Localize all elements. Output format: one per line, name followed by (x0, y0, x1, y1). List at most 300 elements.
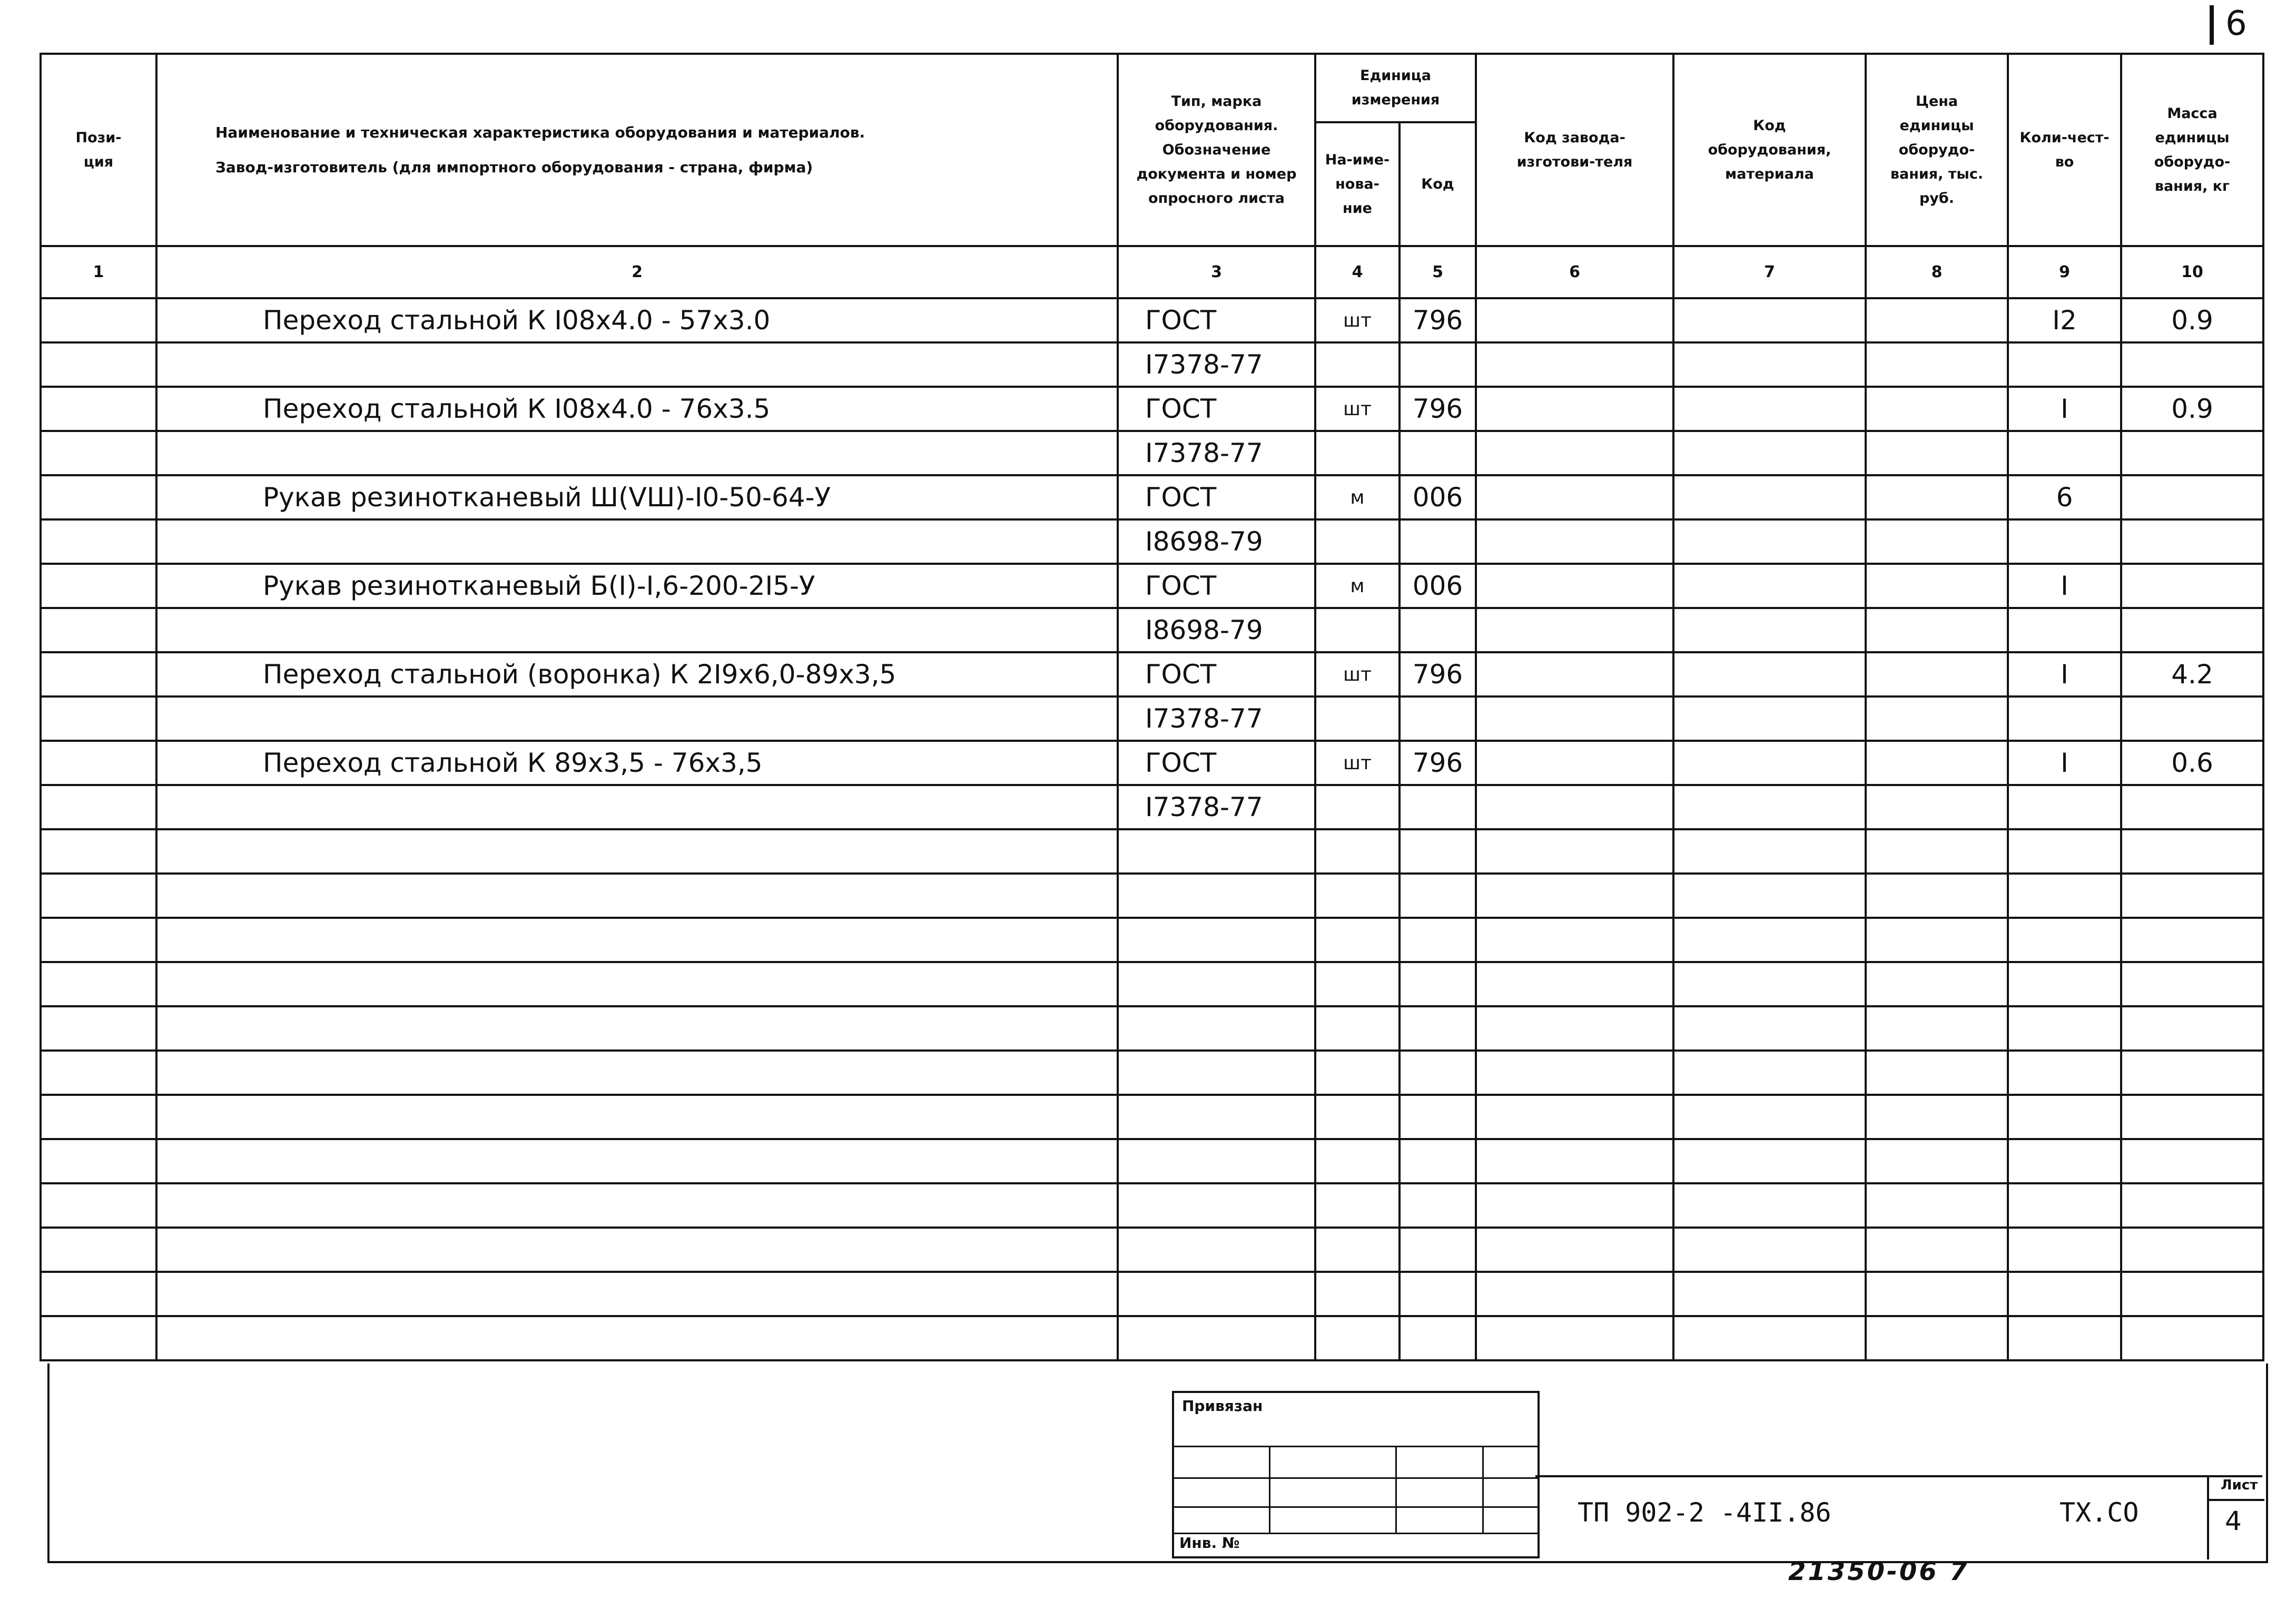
empty-row (41, 918, 2263, 962)
cell-empty (41, 918, 156, 962)
header-position: Пози- ция (41, 54, 156, 246)
specification-body (41, 298, 2263, 1360)
cell-code (1400, 431, 1476, 475)
stamp-inv-no: Инв. № (1179, 1534, 1240, 1552)
cell-doc: ГОСТ (1118, 741, 1315, 785)
cell-empty (1673, 1183, 1866, 1228)
cell-mass: 0.6 (2121, 741, 2263, 785)
empty-row (41, 1183, 2263, 1228)
cell-empty (41, 1316, 156, 1360)
cell-unit: шт (1315, 652, 1400, 697)
cell-empty (1673, 519, 1866, 564)
cell-empty (2121, 962, 2263, 1006)
cell-empty (1118, 1006, 1315, 1051)
cell-empty (1400, 874, 1476, 918)
cell-empty (1118, 918, 1315, 962)
cell-empty (1866, 1272, 2008, 1316)
cell-empty (156, 1006, 1118, 1051)
cell-qty: I2 (2008, 298, 2121, 342)
cell-code (1400, 519, 1476, 564)
cell-name: Переход стальной К I08х4.0 - 76х3.5 (156, 387, 1118, 431)
cell-empty (41, 962, 156, 1006)
cell-doc: ГОСТ (1118, 564, 1315, 608)
cell-code: 796 (1400, 652, 1476, 697)
cell-empty (2121, 1139, 2263, 1183)
cell-empty (1866, 387, 2008, 431)
cell-doc: ГОСТ (1118, 298, 1315, 342)
cell-empty (1673, 1272, 1866, 1316)
table-row (41, 519, 2263, 564)
cell-empty (1476, 608, 1673, 652)
cell-mass (2121, 342, 2263, 387)
cell-doc: ГОСТ (1118, 652, 1315, 697)
cell-unit (1315, 431, 1400, 475)
cell-name: Переход стальной (воронка) К 2I9х6,0-89х3,5 (156, 652, 1118, 697)
cell-empty (41, 1051, 156, 1095)
cell-empty (41, 519, 156, 564)
header-unit-code: Код (1400, 122, 1476, 246)
cell-empty (1118, 1051, 1315, 1095)
cell-empty (1315, 962, 1400, 1006)
cell-empty (1866, 608, 2008, 652)
table-row (41, 387, 2263, 431)
cell-empty (1118, 1095, 1315, 1139)
cell-empty (1400, 1051, 1476, 1095)
cell-mass: 4.2 (2121, 652, 2263, 697)
cell-qty (2008, 697, 2121, 741)
column-number: 5 (1400, 246, 1476, 298)
cell-doc: I8698-79 (1118, 608, 1315, 652)
cell-empty (1400, 1272, 1476, 1316)
table-row (41, 298, 2263, 342)
cell-empty (1476, 1316, 1673, 1360)
cell-empty (1400, 1183, 1476, 1228)
document-code: ТП 902-2 -4II.86 (1578, 1497, 1831, 1528)
cell-empty (2121, 918, 2263, 962)
cell-empty (1866, 1139, 2008, 1183)
cell-unit: шт (1315, 741, 1400, 785)
cell-empty (1673, 874, 1866, 918)
header-mass: Масса единицы оборудо-вания, кг (2121, 54, 2263, 246)
cell-empty (2008, 1051, 2121, 1095)
cell-empty (2008, 1139, 2121, 1183)
cell-empty (1476, 1272, 1673, 1316)
cell-empty (1476, 962, 1673, 1006)
cell-empty (1476, 874, 1673, 918)
cell-empty (41, 785, 156, 829)
section-code: ТХ.СО (2059, 1497, 2139, 1528)
cell-unit (1315, 697, 1400, 741)
cell-empty (1866, 962, 2008, 1006)
cell-empty (41, 697, 156, 741)
cell-doc: I8698-79 (1118, 519, 1315, 564)
table-row (41, 785, 2263, 829)
cell-empty (1400, 1228, 1476, 1272)
empty-row (41, 1228, 2263, 1272)
cell-empty (1673, 475, 1866, 519)
cell-empty (2008, 962, 2121, 1006)
cell-empty (2121, 829, 2263, 874)
cell-doc: ГОСТ (1118, 387, 1315, 431)
cell-empty (1118, 1228, 1315, 1272)
cell-unit (1315, 342, 1400, 387)
cell-empty (156, 1095, 1118, 1139)
cell-qty (2008, 342, 2121, 387)
cell-empty (1476, 475, 1673, 519)
cell-qty: I (2008, 387, 2121, 431)
table-row (41, 431, 2263, 475)
cell-empty (2121, 1183, 2263, 1228)
cell-empty (1476, 1139, 1673, 1183)
empty-row (41, 829, 2263, 874)
cell-code: 796 (1400, 741, 1476, 785)
empty-row (41, 874, 2263, 918)
cell-empty (1476, 519, 1673, 564)
cell-name (156, 519, 1118, 564)
cell-empty (1673, 298, 1866, 342)
empty-row (41, 1272, 2263, 1316)
cell-unit: м (1315, 475, 1400, 519)
empty-row (41, 1095, 2263, 1139)
cell-empty (1118, 829, 1315, 874)
cell-empty (2008, 1316, 2121, 1360)
cell-name (156, 608, 1118, 652)
cell-empty (156, 1228, 1118, 1272)
header-factory-code: Код завода-изготови-теля (1476, 54, 1673, 246)
cell-empty (1476, 741, 1673, 785)
cell-empty (41, 1228, 156, 1272)
cell-empty (156, 1316, 1118, 1360)
cell-empty (2008, 874, 2121, 918)
cell-empty (41, 1139, 156, 1183)
cell-unit (1315, 608, 1400, 652)
cell-empty (2121, 1272, 2263, 1316)
cell-code: 006 (1400, 564, 1476, 608)
cell-empty (156, 874, 1118, 918)
empty-row (41, 1139, 2263, 1183)
cell-empty (1315, 1183, 1400, 1228)
cell-empty (1476, 1095, 1673, 1139)
cell-empty (1118, 1183, 1315, 1228)
cell-code: 006 (1400, 475, 1476, 519)
header-name-line1: Наименование и техническая характеристика оборудования и материалов. (215, 123, 865, 141)
header-unit-name: На-име-нова-ние (1315, 122, 1400, 246)
cell-empty (2121, 1095, 2263, 1139)
cell-empty (1476, 1183, 1673, 1228)
cell-empty (1400, 1006, 1476, 1051)
sheet-corner-number: 6 (2225, 4, 2247, 43)
cell-empty (1673, 342, 1866, 387)
cell-code: 796 (1400, 387, 1476, 431)
cell-empty (1866, 1228, 2008, 1272)
cell-empty (1866, 1006, 2008, 1051)
cell-qty (2008, 608, 2121, 652)
cell-empty (2121, 1316, 2263, 1360)
cell-qty: 6 (2008, 475, 2121, 519)
cell-empty (1866, 741, 2008, 785)
cell-empty (41, 652, 156, 697)
cell-code (1400, 342, 1476, 387)
cell-empty (1673, 431, 1866, 475)
cell-empty (1673, 962, 1866, 1006)
cell-mass (2121, 431, 2263, 475)
cell-empty (2008, 1095, 2121, 1139)
cell-empty (1315, 829, 1400, 874)
cell-empty (1118, 1272, 1315, 1316)
cell-empty (1673, 1006, 1866, 1051)
cell-doc: ГОСТ (1118, 475, 1315, 519)
header-type: Тип, марка оборудования. Обозначение документа и номер опросного листа (1118, 54, 1315, 246)
cell-mass (2121, 475, 2263, 519)
cell-empty (1866, 431, 2008, 475)
cell-doc: I7378-77 (1118, 697, 1315, 741)
cell-empty (1673, 1051, 1866, 1095)
cell-empty (1673, 387, 1866, 431)
cell-empty (1476, 785, 1673, 829)
cell-empty (156, 1272, 1118, 1316)
cell-empty (41, 564, 156, 608)
cell-empty (1673, 697, 1866, 741)
cell-empty (41, 431, 156, 475)
cell-doc: I7378-77 (1118, 785, 1315, 829)
cell-empty (1118, 874, 1315, 918)
sheet-number: 4 (2225, 1506, 2242, 1536)
title-block-line (1535, 1475, 2262, 1477)
cell-empty (1673, 1316, 1866, 1360)
cell-qty (2008, 519, 2121, 564)
cell-empty (1476, 298, 1673, 342)
cell-unit (1315, 785, 1400, 829)
cell-empty (2008, 1006, 2121, 1051)
cell-empty (1315, 1272, 1400, 1316)
cell-empty (1315, 1139, 1400, 1183)
cell-empty (156, 1139, 1118, 1183)
cell-name: Рукав резинотканевый Б(I)-I,6-200-2I5-У (156, 564, 1118, 608)
cell-empty (41, 298, 156, 342)
cell-empty (1315, 1006, 1400, 1051)
cell-empty (156, 962, 1118, 1006)
cell-empty (41, 608, 156, 652)
cell-empty (1673, 785, 1866, 829)
column-number: 1 (41, 246, 156, 298)
cell-mass (2121, 608, 2263, 652)
empty-row (41, 1006, 2263, 1051)
column-number: 7 (1673, 246, 1866, 298)
cell-code: 796 (1400, 298, 1476, 342)
cell-empty (41, 1272, 156, 1316)
table-row (41, 741, 2263, 785)
cell-empty (41, 741, 156, 785)
cell-empty (1476, 431, 1673, 475)
cell-unit: м (1315, 564, 1400, 608)
cell-empty (1866, 564, 2008, 608)
column-number: 6 (1476, 246, 1673, 298)
column-number: 10 (2121, 246, 2263, 298)
cell-empty (1476, 1051, 1673, 1095)
cell-empty (1400, 1316, 1476, 1360)
cell-empty (41, 1006, 156, 1051)
cell-empty (1476, 1228, 1673, 1272)
bottom-frame (47, 1363, 2268, 1563)
cell-empty (1673, 652, 1866, 697)
cell-name: Переход стальной К I08х4.0 - 57х3.0 (156, 298, 1118, 342)
cell-code (1400, 608, 1476, 652)
cell-mass: 0.9 (2121, 298, 2263, 342)
cell-mass (2121, 564, 2263, 608)
cell-empty (1866, 829, 2008, 874)
cell-empty (1476, 342, 1673, 387)
cell-empty (1476, 652, 1673, 697)
cell-empty (2008, 1272, 2121, 1316)
sheet-box (2207, 1475, 2264, 1559)
cell-code (1400, 697, 1476, 741)
cell-empty (41, 342, 156, 387)
cell-empty (2121, 1006, 2263, 1051)
column-number: 2 (156, 246, 1118, 298)
table-row (41, 475, 2263, 519)
cell-name (156, 342, 1118, 387)
cell-name (156, 785, 1118, 829)
cell-empty (1315, 1095, 1400, 1139)
cell-empty (1866, 1095, 2008, 1139)
cell-empty (1673, 1228, 1866, 1272)
cell-empty (1866, 342, 2008, 387)
header-unit-group: Единица измерения (1315, 54, 1476, 122)
cell-empty (1866, 652, 2008, 697)
cell-unit (1315, 519, 1400, 564)
cell-empty (1866, 1051, 2008, 1095)
cell-code (1400, 785, 1476, 829)
cell-qty (2008, 431, 2121, 475)
empty-row (41, 962, 2263, 1006)
cell-empty (1400, 829, 1476, 874)
sheet-label: Лист (2221, 1477, 2258, 1493)
cell-name: Переход стальной К 89х3,5 - 76х3,5 (156, 741, 1118, 785)
header-price: Цена единицы оборудо-вания, тыс. руб. (1866, 54, 2008, 246)
cell-empty (1400, 1095, 1476, 1139)
cell-empty (156, 918, 1118, 962)
cell-empty (1476, 564, 1673, 608)
cell-empty (1400, 1139, 1476, 1183)
cell-empty (156, 1183, 1118, 1228)
cell-unit: шт (1315, 298, 1400, 342)
cell-empty (1400, 962, 1476, 1006)
cell-empty (1118, 1139, 1315, 1183)
cell-empty (41, 874, 156, 918)
cell-empty (2121, 874, 2263, 918)
stamp-privyazan: Привязан (1182, 1397, 1263, 1415)
cell-empty (1673, 1095, 1866, 1139)
cell-mass (2121, 519, 2263, 564)
cell-mass: 0.9 (2121, 387, 2263, 431)
cell-empty (1315, 1228, 1400, 1272)
bottom-inventory-note: 21350-06 7 (1788, 1557, 1969, 1586)
cell-mass (2121, 697, 2263, 741)
cell-empty (1866, 918, 2008, 962)
cell-empty (1673, 918, 1866, 962)
cell-empty (41, 829, 156, 874)
cell-empty (1315, 1051, 1400, 1095)
column-number: 4 (1315, 246, 1400, 298)
empty-row (41, 1316, 2263, 1360)
cell-empty (1866, 785, 2008, 829)
table-row (41, 564, 2263, 608)
cell-empty (2008, 918, 2121, 962)
cell-empty (1866, 1316, 2008, 1360)
cell-empty (2008, 829, 2121, 874)
corner-tick (2210, 5, 2214, 45)
cell-qty: I (2008, 564, 2121, 608)
cell-empty (156, 829, 1118, 874)
cell-empty (1866, 475, 2008, 519)
cell-empty (41, 387, 156, 431)
cell-name: Рукав резинотканевый Ш(VШ)-I0-50-64-У (156, 475, 1118, 519)
header-equipment-code: Код оборудования, материала (1673, 54, 1866, 246)
header-name-line2: Завод-изготовитель (для импортного оборудования - страна, фирма) (215, 158, 813, 176)
cell-empty (1476, 697, 1673, 741)
approval-stamp (1172, 1391, 1540, 1558)
cell-empty (2121, 1228, 2263, 1272)
cell-empty (1476, 1006, 1673, 1051)
table-row (41, 697, 2263, 741)
cell-mass (2121, 785, 2263, 829)
table-row (41, 652, 2263, 697)
empty-row (41, 1051, 2263, 1095)
cell-empty (1400, 918, 1476, 962)
cell-empty (41, 1095, 156, 1139)
cell-name (156, 431, 1118, 475)
table-row (41, 342, 2263, 387)
cell-empty (1315, 1316, 1400, 1360)
cell-empty (1673, 829, 1866, 874)
cell-empty (1118, 1316, 1315, 1360)
cell-qty: I (2008, 652, 2121, 697)
cell-name (156, 697, 1118, 741)
cell-empty (1476, 387, 1673, 431)
cell-empty (156, 1051, 1118, 1095)
cell-empty (1673, 1139, 1866, 1183)
cell-unit: шт (1315, 387, 1400, 431)
cell-empty (1866, 519, 2008, 564)
column-number: 8 (1866, 246, 2008, 298)
cell-empty (1476, 829, 1673, 874)
column-number: 9 (2008, 246, 2121, 298)
cell-empty (2121, 1051, 2263, 1095)
cell-empty (1476, 918, 1673, 962)
cell-empty (1118, 962, 1315, 1006)
cell-doc: I7378-77 (1118, 431, 1315, 475)
cell-empty (1673, 741, 1866, 785)
cell-empty (1315, 874, 1400, 918)
specification-table (40, 53, 2264, 1361)
cell-qty (2008, 785, 2121, 829)
cell-qty: I (2008, 741, 2121, 785)
header-quantity: Коли-чест-во (2008, 54, 2121, 246)
table-row (41, 608, 2263, 652)
cell-empty (2008, 1183, 2121, 1228)
cell-doc: I7378-77 (1118, 342, 1315, 387)
cell-empty (41, 1183, 156, 1228)
cell-empty (1673, 608, 1866, 652)
header-name (156, 54, 1118, 246)
cell-empty (1673, 564, 1866, 608)
cell-empty (1866, 298, 2008, 342)
cell-empty (1315, 918, 1400, 962)
cell-empty (1866, 874, 2008, 918)
cell-empty (1866, 1183, 2008, 1228)
cell-empty (1866, 697, 2008, 741)
cell-empty (2008, 1228, 2121, 1272)
